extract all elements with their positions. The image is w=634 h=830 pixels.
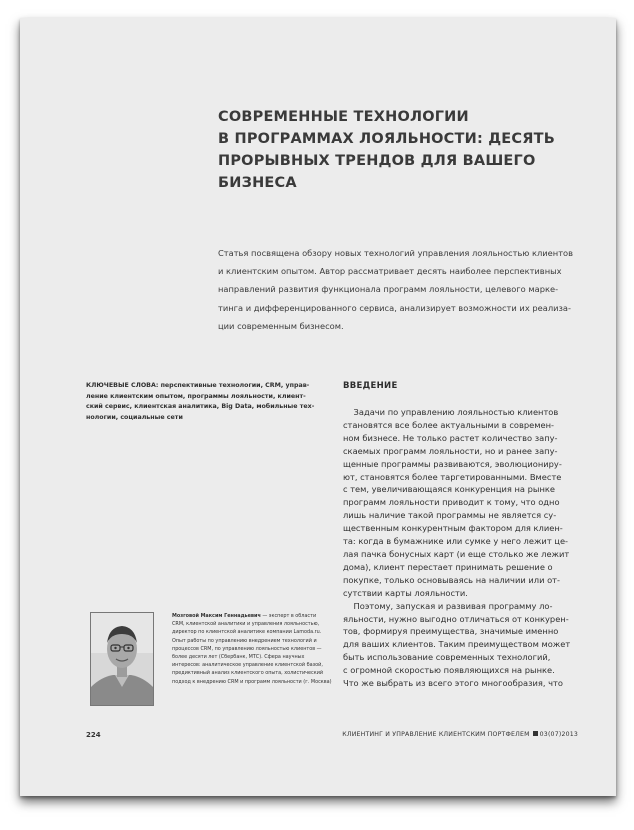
article-abstract [218, 244, 594, 335]
journal-footer [342, 731, 578, 738]
keywords-line: КЛЮЧЕВЫЕ СЛОВА: перспективные технологии, CRM, управ- [86, 382, 310, 389]
page-number: 224 [86, 731, 101, 739]
keywords-block [86, 381, 336, 423]
author-bio-line: директор по клиентской аналитике компании Lamoda.ru. [172, 629, 322, 636]
author-portrait-image [91, 613, 153, 705]
body-line: дома), клиент перестает принимать решение о [343, 561, 553, 572]
body-line: быть использование современных технологий, [343, 652, 551, 663]
author-bio-line: интересов: аналитическое управление клиентской базой, [172, 662, 323, 669]
body-line: с тем, увеличивающаяся конкуренция на рынке [343, 484, 556, 495]
abstract-line: Статья посвящена обзору новых технологий управления лояльностью клиентов [218, 248, 573, 258]
article-body [343, 406, 579, 690]
body-line: сутствии карты лояльности. [343, 587, 468, 598]
journal-name: КЛИЕНТИНГ И УПРАВЛЕНИЕ КЛИЕНТСКИМ ПОРТФЕЛЕМ [342, 731, 530, 738]
body-line: яльности, нужно выгодно отличаться от конкурен- [343, 613, 569, 624]
author-bio-line: более десяти лет (Сбербанк, МТС). Сфера научных [172, 654, 305, 661]
abstract-line: направлений развития функционала программ лояльности, целевого марке- [218, 284, 559, 295]
square-bullet-icon [533, 731, 538, 736]
body-line: становятся все более актуальными в современ- [343, 419, 555, 430]
abstract-line: и клиентским опытом. Автор рассматривает десять наиболее перспективных [218, 266, 562, 277]
abstract-line: тинга и дифференцированного сервиса, анализирует возможности их реализа- [218, 302, 572, 313]
author-photo [90, 612, 154, 706]
body-line: с огромной скоростью появляющихся на рынке. [343, 665, 555, 676]
article-title [218, 106, 588, 194]
body-line: та: когда в бумажнике или сумке у него лежит це- [343, 536, 569, 547]
keywords-line: ский сервис, клиентская аналитика, Big Data, мобильные тех- [86, 403, 315, 410]
body-line: Что же выбрать из всего этого многообразия, что [343, 678, 563, 689]
author-bio-line: Опыт работы по управлению внедрением технологий и [172, 637, 317, 644]
author-bio-line: CRM, клиентской аналитики и управления лояльностью, [172, 621, 320, 628]
author-bio [172, 612, 332, 686]
author-bio-line: предиктивный анализ клиентского опыта, холистический [172, 670, 324, 677]
body-line: тов, формируя преимущества, значимые именно [343, 626, 559, 637]
author-bio-line: подход к внедрению CRM и программ лояльности (г. Москва) [172, 678, 332, 685]
article-title-line: БИЗНЕСА [218, 175, 297, 191]
journal-issue: 03(07)2013 [539, 731, 578, 738]
journal-page [20, 18, 616, 796]
body-line: лая пачка бонусных карт (и еще столько же лежит [343, 548, 570, 559]
section-heading-introduction: ВВЕДЕНИЕ [343, 381, 398, 391]
body-line: скаемых программ лояльности, но и ранее запу- [343, 445, 558, 456]
body-line: покупке, только основываясь на наличии или от- [343, 574, 560, 585]
author-bio-line: процессов CRM, по управлению лояльностью клиентов — [172, 645, 322, 652]
article-title-line: ПРОРЫВНЫХ ТРЕНДОВ ДЛЯ ВАШЕГО [218, 153, 536, 169]
article-title-line: В ПРОГРАММАХ ЛОЯЛЬНОСТИ: ДЕСЯТЬ [218, 131, 555, 147]
body-line: программ лояльности приводит к тому, что одно [343, 497, 560, 508]
body-line: для ваших клиентов. Таким преимуществом может [343, 639, 571, 650]
body-line: Поэтому, запуская и развивая программу ло- [343, 600, 553, 611]
keywords-line: нологии, социальные сети [86, 413, 183, 421]
abstract-line: ции современным бизнесом. [218, 320, 344, 331]
body-line: щественным конкурентным фактором для клиен- [343, 523, 563, 534]
article-title-line: СОВРЕМЕННЫЕ ТЕХНОЛОГИИ [218, 109, 469, 125]
body-line: Задачи по управлению лояльностью клиентов [343, 407, 559, 417]
body-line: щенные программы развиваются, эволюциониру- [343, 458, 562, 469]
author-bio-intro: — эксперт в области [260, 613, 317, 619]
body-line: лишь наличие такой программы не является су- [343, 510, 557, 521]
author-name: Мозговой Максим Геннадьевич [172, 613, 261, 619]
body-line: ют, становятся более таргетированными. Вместе [343, 471, 562, 482]
author-bio-line [172, 612, 328, 620]
keywords-line: ление клиентским опытом, программы лояльности, клиент- [86, 392, 306, 400]
body-line: ном бизнесе. Не только растет количество запу- [343, 432, 558, 443]
